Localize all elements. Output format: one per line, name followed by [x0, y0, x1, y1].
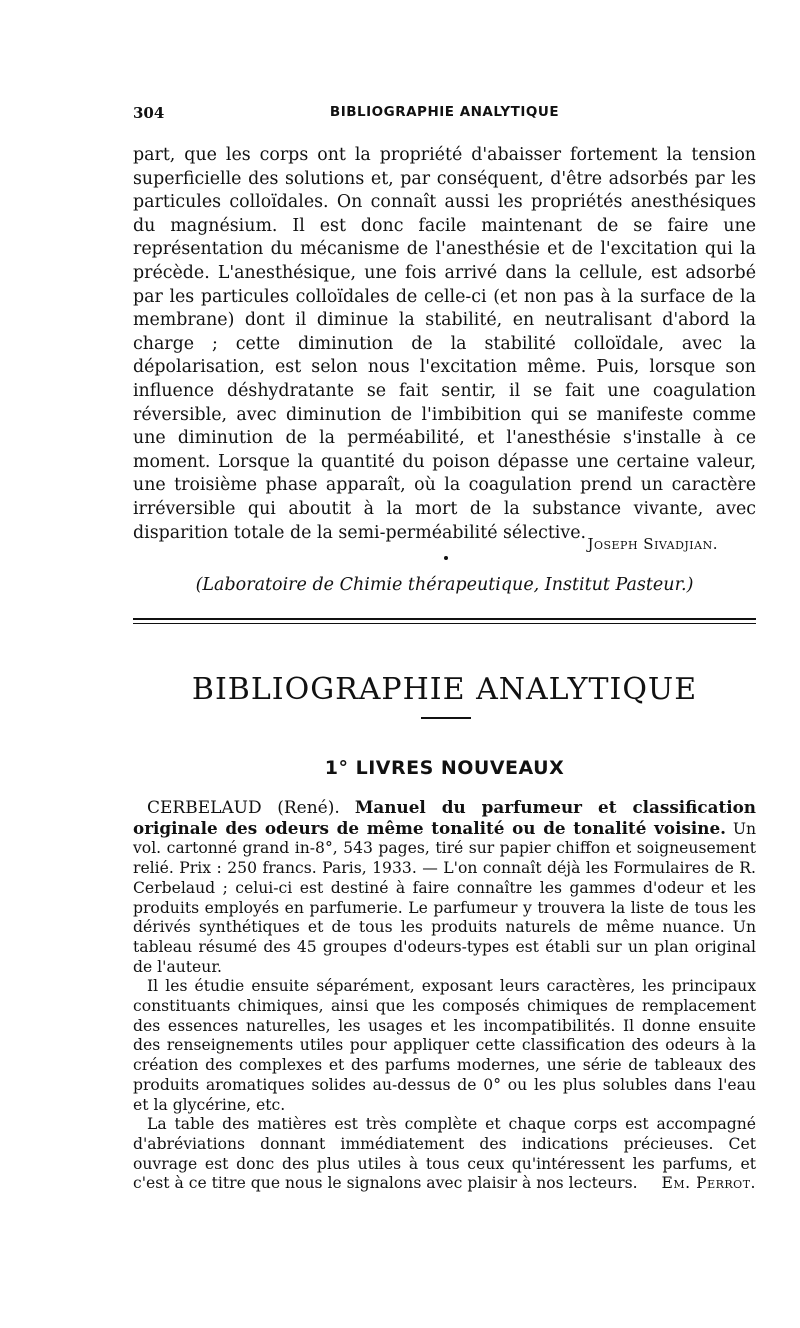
review-paragraph: La table des matières est très complète et chaque corps est accompagné d'abréviations donnant immédiatement des indications précieuses. Cet ouvrage est donc des plus utiles à tous ceux qu'intéressent les parfums, et c'est à ce titre que nous le signalons avec plaisir à nos lecteurs. Em. Perrot. [133, 1115, 756, 1193]
section-title: BIBLIOGRAPHIE ANALYTIQUE [191, 672, 698, 707]
subsection-title: 1° LIVRES NOUVEAUX [324, 757, 565, 779]
author-signature: Joseph Sivadjian. [587, 535, 718, 553]
title-underline [421, 717, 471, 719]
running-head [133, 104, 756, 126]
article-closing-paragraph: part, que les corps ont la propriété d'abaisser fortement la tension superficielle des solutions et, par conséquent, d'être adsorbés par les particules colloïdales. On connaît aussi les propriétés anesthésiques du magnésium. Il est donc facile maintenant de se faire une représentation du mécanisme de l'anesthésie et de l'excitation qui la précède. L'anesthésique, une fois arrivé dans la cellule, est adsorbé par les particules colloïdales de celle-ci (et non pas à la surface de la membrane) dont il diminue la stabilité, en neutralisant d'abord la charge ; cette diminution de la stabilité colloïdale, avec la dépolarisation, est selon nous l'excitation même. Puis, lorsque son influence déshydratante se fait sentir, il se fait une coagulation réversible, avec diminution de l'imbibition qui se manifeste comme une diminution de la perméabilité, et l'anesthésie s'installe à ce moment. Lorsque la quantité du poison dépasse une certaine valeur, une troisième phase apparaît, où la coagulation prend un caractère irréversible qui aboutit à la mort de la substance vivante, avec disparition totale de la semi-perméabilité sélective. [133, 145, 756, 543]
book-review [133, 798, 756, 1194]
running-title: BIBLIOGRAPHIE ANALYTIQUE [329, 104, 560, 120]
review-paragraph: Il les étudie ensuite séparément, exposant leurs caractères, les principaux constituants chimiques, ainsi que les composés chimiques de remplacement des essences naturelles, les usages et les incompatibilités. Il donne ensuite des renseignements utiles pour appliquer cette classification des odeurs à la création des complexes et des parfums modernes, une série de tableaux des produits aromatiques solides au-dessus de 0° ou les plus solubles dans l'eau et la glycérine, etc. [133, 977, 756, 1114]
ink-dot [444, 556, 448, 560]
review-entry [133, 798, 756, 977]
section-divider [133, 618, 756, 624]
book-details: Un vol. cartonné grand in-8°, 543 pages, tiré sur papier chiffon et soigneusement relié. Prix : 250 francs. Paris, 1933. — L'on connaît déjà les Formulaires de R. Cerbelaud ; celui-ci est destiné à faire connaître les gammes d'odeur et les produits employés en parfumerie. Le parfumeur y trouvera la liste de tous les dérivés synthétiques et de tous les produits naturels de même nuance. Un tableau résumé des 45 groupes d'odeurs-types est établi sur un plan original de l'auteur. [133, 819, 756, 976]
page-number: 304 [133, 104, 165, 122]
reviewer-signature: Em. Perrot. [661, 1174, 756, 1193]
book-title: Manuel du parfumeur et classification originale des odeurs de même tonalité ou de tonalité voisine. [133, 797, 756, 838]
review-author: CERBELAUD (René). [147, 798, 340, 818]
laboratory-credit: (Laboratoire de Chimie thérapeutique, Institut Pasteur.) [195, 575, 694, 595]
